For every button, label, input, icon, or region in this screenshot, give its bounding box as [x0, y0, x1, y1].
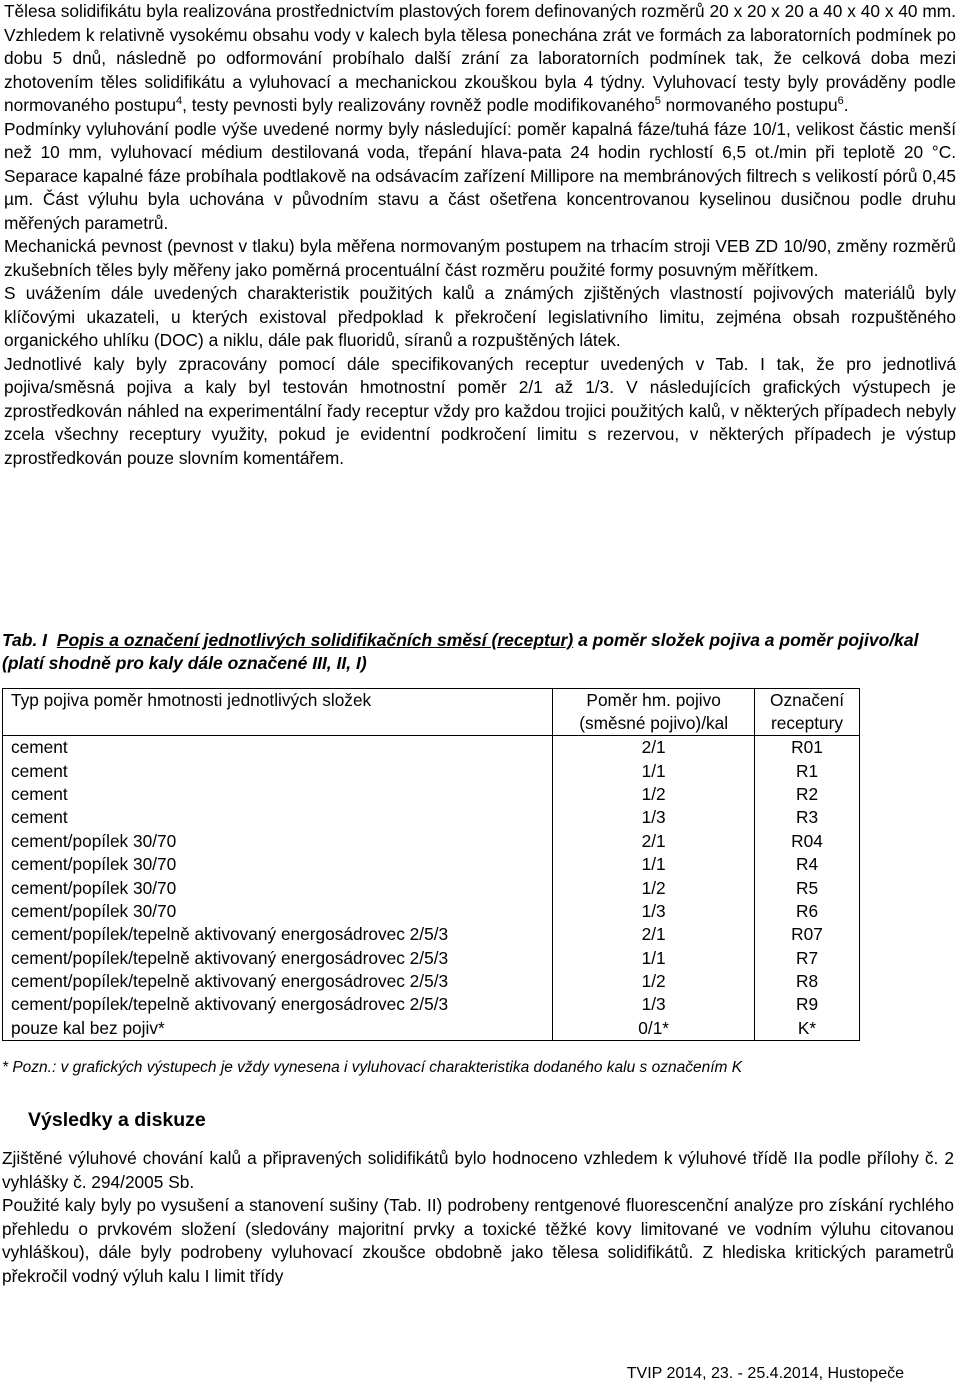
table-caption-rest: a poměr složek pojiva a poměr pojivo/kal (platí shodně pro kaly dále označené III, II, I) [2, 630, 919, 673]
reference-4: 4 [175, 95, 183, 108]
text-specimen-forms: Tělesa solidifikátu byla realizována prostřednictvím plastových forem definovaných rozměrů 20 x 20 x 20 a 40 x 40 x 40 mm. [4, 1, 956, 21]
table-row [3, 923, 860, 946]
table-row [3, 736, 860, 760]
table-row [3, 876, 860, 899]
cell-binder: cement/popílek 30/70 [3, 900, 553, 923]
cell-binder: pouze kal bez pojiv* [3, 1017, 553, 1041]
header-ratio: Poměr hm. pojivo (směsné pojivo)/kal [553, 689, 755, 736]
cell-ratio: 1/3 [553, 900, 755, 923]
cell-recipe: R7 [755, 947, 860, 970]
cell-ratio: 1/1 [553, 759, 755, 782]
cell-recipe: R2 [755, 783, 860, 806]
cell-recipe: R9 [755, 993, 860, 1016]
cell-ratio: 1/2 [553, 970, 755, 993]
table-row [3, 1017, 860, 1041]
reference-6: 6 [837, 95, 844, 108]
methods-text [0, 0, 960, 470]
cell-binder: cement/popílek/tepelně aktivovaný energosádrovec 2/5/3 [3, 993, 553, 1016]
text-curing: Vzhledem k relativně vysokému obsahu vody v kalech byla tělesa ponechána zrát ve formách za laboratorních podmínek po dobu 5 dnů, následně po odformování probíhalo další zrání za laboratorních podmínek tak, že celková doba mezi zhotovením těles solidifikátu a vyluhovací a mechanickou zkouškou byla 4 týdny. [4, 24, 956, 92]
cell-ratio: 2/1 [553, 923, 755, 946]
table-header-row [3, 689, 860, 736]
table-label: Tab. I [2, 630, 48, 650]
header-recipe: Označení receptury [755, 689, 860, 736]
cell-recipe: R01 [755, 736, 860, 760]
table-row [3, 970, 860, 993]
cell-ratio: 2/1 [553, 830, 755, 853]
table-row [3, 830, 860, 853]
table-note: * Pozn.: v grafických výstupech je vždy vynesena i vyluhovací charakteristika dodaného kalu s označením K [2, 1059, 743, 1076]
cell-recipe: R6 [755, 900, 860, 923]
cell-ratio: 1/1 [553, 947, 755, 970]
header-binder: Typ pojiva poměr hmotnosti jednotlivých složek [3, 689, 553, 736]
text-strength-tests: , testy pevnosti byly realizovány rovněž podle modifikovaného [182, 95, 655, 115]
cell-recipe: R07 [755, 923, 860, 946]
paragraph-mechanical-strength: Mechanická pevnost (pevnost v tlaku) byla měřena normovaným postupem na trhacím stroji VEB ZD 10/90, změny rozměrů zkušebních těles byly měřeny jako poměrná procentuální část rozměru použité formy posuvným měřítkem. [4, 236, 956, 280]
table-row [3, 993, 860, 1016]
cell-ratio: 1/2 [553, 783, 755, 806]
paragraph-processing: Jednotlivé kaly byly zpracovány pomocí dále specifikovaných receptur uvedených v Tab. I tak, že pro jednotlivá pojiva/směsná pojiva a kaly byl testován hmotnostní poměr 2/1 až 1/3. V následujících grafických výstupech je zprostředkován náhled na experimentální řady receptur vždy pro každou trojici použitých kalů, v některých případech nebyly zcela všechny receptury využity, pokud je evidentní podkročení limitu s rezervou, v některých případech je výstup zprostředkován pouze slovním komentářem. [4, 353, 956, 468]
cell-binder: cement/popílek 30/70 [3, 876, 553, 899]
table-row [3, 900, 860, 923]
cell-binder: cement [3, 783, 553, 806]
cell-binder: cement/popílek 30/70 [3, 853, 553, 876]
paragraph-leaching-conditions: Podmínky vyluhování podle výše uvedené normy byly následující: poměr kapalná fáze/tuhá fáze 10/1, velikost částic menší než 10 mm, vyluhovací médium destilovaná voda, třepání hlava-pata 24 hodin rychlostí 6,5 ot./min při teplotě 20 °C. Separace kapalné fáze probíhala podtlakově na odsávacím zařízení Millipore na membránových filtrech s velikostí pórů 0,45 µm. Část výluhu byla uchována v původním stavu a část ošetřena koncentrovanou kyselinou dusičnou podle druhu měřených parametrů. [4, 118, 956, 233]
cell-binder: cement/popílek 30/70 [3, 830, 553, 853]
cell-ratio: 2/1 [553, 736, 755, 760]
cell-ratio: 0/1* [553, 1017, 755, 1041]
cell-ratio: 1/1 [553, 853, 755, 876]
paragraph-results-2: Použité kaly byly po vysušení a stanovení sušiny (Tab. II) podrobeny rentgenové fluorescenční analýze pro získání rychlého přehledu o prvkovém složení (sledovány majoritní prvky a toxické těžké kovy limitované ve vodním výluhu citovanou vyhláškou), dále byly podrobeny vyluhovací zkoušce obdobně jako tělesa solidifikátů. Z hlediska kritických parametrů překročil vodný výluh kalu I limit třídy [2, 1195, 954, 1286]
cell-binder: cement/popílek/tepelně aktivovaný energosádrovec 2/5/3 [3, 947, 553, 970]
table-body [3, 736, 860, 1041]
table-row [3, 783, 860, 806]
cell-recipe: R4 [755, 853, 860, 876]
cell-ratio: 1/2 [553, 876, 755, 899]
table-row [3, 759, 860, 782]
table-row [3, 853, 860, 876]
recipe-table [2, 688, 860, 1041]
cell-recipe: R1 [755, 759, 860, 782]
table-row [3, 806, 860, 829]
cell-recipe: R3 [755, 806, 860, 829]
text-leaching-tests: Vyluhovací testy byly prováděny podle normovaného postupu [4, 71, 956, 115]
paragraph-characteristics: S uvážením dále uvedených charakteristik použitých kalů a známých zjištěných vlastností pojivových materiálů byly klíčovými ukazateli, u kterých existoval předpoklad k překročení legislativního limitu, zejména obsah rozpuštěného organického uhlíku (DOC) a niklu, dále pak fluoridů, síranů a rozpuštěných látek. [4, 283, 956, 350]
table-row [3, 947, 860, 970]
cell-binder: cement [3, 759, 553, 782]
reference-5: 5 [654, 95, 661, 108]
paragraph-results-1: Zjištěné výluhové chování kalů a připravených solidifikátů bylo hodnoceno vzhledem k výluhové třídě IIa podle přílohy č. 2 vyhlášky č. 294/2005 Sb. [2, 1148, 954, 1192]
paragraph-specimens [2, 0, 958, 118]
cell-binder: cement/popílek/tepelně aktivovaný energosádrovec 2/5/3 [3, 923, 553, 946]
cell-ratio: 1/3 [553, 993, 755, 1016]
cell-binder: cement [3, 736, 553, 760]
cell-recipe: R8 [755, 970, 860, 993]
cell-binder: cement [3, 806, 553, 829]
page-footer: TVIP 2014, 23. - 25.4.2014, Hustopeče [626, 1365, 904, 1382]
table-caption [2, 629, 958, 675]
cell-recipe: R5 [755, 876, 860, 899]
cell-recipe: K* [755, 1017, 860, 1041]
sentence-end: . [843, 95, 849, 115]
cell-binder: cement/popílek/tepelně aktivovaný energosádrovec 2/5/3 [3, 970, 553, 993]
text-standard-procedure: normovaného postupu [660, 95, 838, 115]
table-caption-underlined: Popis a označení jednotlivých solidifikačních směsí (receptur) [56, 630, 574, 650]
cell-recipe: R04 [755, 830, 860, 853]
section-heading: Výsledky a diskuze [28, 1109, 206, 1131]
results-text [0, 1147, 956, 1288]
cell-ratio: 1/3 [553, 806, 755, 829]
